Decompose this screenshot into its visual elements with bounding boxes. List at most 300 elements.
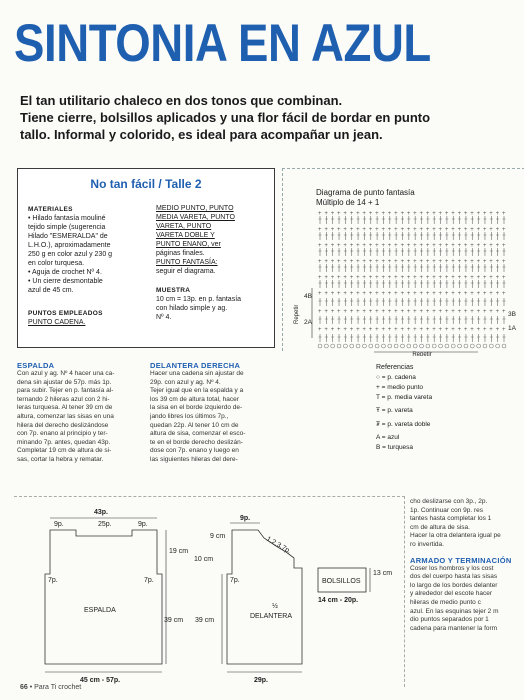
medio-punto-symbol-icon: + — [375, 243, 379, 249]
delantera-armhole-height: 10 cm — [194, 556, 214, 563]
medio-punto-symbol-icon: + — [356, 309, 360, 315]
medio-punto-symbol-icon: + — [406, 309, 411, 315]
medio-punto-symbol-icon: + — [324, 309, 328, 315]
medio-punto-symbol-icon: + — [495, 259, 500, 265]
medio-punto-symbol-icon: + — [476, 227, 481, 233]
medio-punto-symbol-icon: + — [425, 227, 430, 233]
stitches-list — [156, 204, 268, 276]
medio-punto-symbol-icon: + — [318, 243, 322, 249]
medio-punto-symbol-icon: + — [381, 327, 385, 333]
medio-punto-symbol-icon: + — [330, 275, 335, 281]
medio-punto-symbol-icon: + — [413, 327, 417, 333]
diagram-subtitle-line: Múltiplo de 14 + 1 — [316, 198, 380, 207]
cadena-symbol-icon — [388, 344, 392, 348]
medio-punto-symbol-icon: + — [495, 227, 500, 233]
delantera-heading: DELANTERA DERECHA — [150, 361, 241, 370]
medio-punto-symbol-icon: + — [419, 309, 424, 315]
medio-punto-symbol-icon: + — [495, 327, 500, 333]
medio-punto-symbol-icon: + — [457, 243, 462, 249]
medio-punto-symbol-icon: + — [476, 291, 481, 297]
medio-punto-symbol-icon: + — [495, 309, 500, 315]
continuation-line: ro invertida. — [410, 540, 444, 548]
espalda-line: leras turquesa. Al tener 39 cm de — [17, 404, 113, 412]
medio-punto-symbol-icon: + — [463, 211, 468, 217]
intro-paragraph — [20, 92, 515, 143]
medio-punto-symbol-icon: + — [400, 211, 404, 217]
cadena-symbol-icon — [369, 344, 373, 348]
medio-punto-symbol-icon: + — [470, 259, 474, 265]
medio-punto-symbol-icon: + — [463, 275, 468, 281]
medio-punto-symbol-icon: + — [362, 275, 366, 281]
medio-punto-symbol-icon: + — [444, 243, 449, 249]
medio-punto-symbol-icon: + — [387, 243, 392, 249]
medio-punto-symbol-icon: + — [381, 259, 385, 265]
espalda-armhole-height: 19 cm — [169, 548, 189, 555]
medio-punto-symbol-icon: + — [502, 291, 506, 297]
medio-punto-symbol-icon: + — [451, 259, 455, 265]
espalda-piece — [45, 530, 162, 664]
materials-column — [28, 205, 138, 327]
cadena-symbol-icon — [483, 344, 487, 348]
continuation-line: tantes hasta completar los 1 — [410, 515, 492, 523]
medio-punto-symbol-icon: + — [381, 309, 385, 315]
materials-line: L.H.O.), aproximadamente — [28, 242, 111, 249]
medio-punto-symbol-icon: + — [457, 211, 462, 217]
medio-punto-symbol-icon: + — [406, 227, 411, 233]
medio-punto-symbol-icon: + — [356, 227, 360, 233]
cadena-symbol-icon — [375, 344, 379, 348]
espalda-line: Con azul y ag. Nº 4 hacer una ca- — [17, 370, 115, 377]
medio-punto-symbol-icon: + — [444, 309, 449, 315]
medio-punto-symbol-icon: + — [457, 227, 462, 233]
medio-punto-symbol-icon: + — [400, 291, 404, 297]
row-label-1a: 1A — [508, 325, 516, 332]
medio-punto-symbol-icon: + — [438, 327, 443, 333]
medio-punto-symbol-icon: + — [419, 227, 424, 233]
vareta-symbol-icon: Ŧ — [376, 407, 380, 414]
cadena-symbol-icon — [350, 344, 354, 348]
medio-punto-symbol-icon: + — [394, 211, 398, 217]
medio-punto-symbol-icon: + — [362, 243, 366, 249]
medio-punto-symbol-icon: + — [368, 291, 373, 297]
medio-punto-symbol-icon: + — [362, 227, 366, 233]
medio-punto-symbol-icon: + — [482, 243, 487, 249]
armado-line: cadena para mantener la form — [410, 624, 498, 632]
medio-punto-symbol-icon: + — [432, 291, 436, 297]
delantera-body-height: 39 cm — [195, 617, 215, 624]
medio-punto-symbol-icon: + — [362, 327, 366, 333]
medio-punto-symbol-icon: + — [432, 227, 436, 233]
medio-punto-symbol-icon: + — [413, 211, 417, 217]
medio-punto-symbol-icon: + — [457, 291, 462, 297]
medio-punto-symbol-icon: + — [425, 243, 430, 249]
medio-punto-symbol-icon: + — [489, 227, 493, 233]
medio-punto-symbol-icon: + — [502, 227, 506, 233]
medio-punto-symbol-icon: + — [406, 211, 411, 217]
medio-punto-symbol-icon: + — [502, 275, 506, 281]
delantera-fraction: ½ — [272, 603, 278, 610]
vareta-doble-symbol-icon: ₮ — [376, 421, 380, 428]
espalda-line: ternando 2 hileras azul con 2 hi- — [17, 395, 110, 403]
continuation-line: Hacer la otra delantera igual pe — [410, 532, 501, 540]
muestra-line: Nº 4. — [156, 314, 172, 321]
medio-punto-symbol-icon: + — [375, 211, 379, 217]
armado-text — [410, 565, 524, 634]
armado-line: y alrededor del escote hacer — [410, 590, 493, 598]
medio-punto-symbol-icon: + — [324, 227, 328, 233]
stitch-line: PUNTO ENANO, ver — [156, 241, 221, 248]
bolsillo-piece — [318, 568, 392, 604]
medio-punto-symbol-icon: + — [375, 275, 379, 281]
espalda-line: para subir. Tejer en p. fantasía al- — [17, 387, 114, 395]
row-label-2a: 2A — [304, 319, 312, 326]
medio-punto-symbol-icon: + — [482, 211, 487, 217]
cadena-symbol-icon — [502, 344, 506, 348]
espalda-name: ESPALDA — [84, 607, 116, 614]
medio-punto-symbol-icon: + — [324, 243, 328, 249]
medio-punto-symbol-icon: + — [438, 211, 443, 217]
espalda-line: Completar 19 cm de altura de si- — [17, 447, 112, 455]
materials-line: tejido simple (sugerencia — [28, 224, 106, 231]
medio-punto-symbol-icon: + — [381, 243, 385, 249]
references-legend — [376, 363, 432, 453]
muestra-heading: MUESTRA — [156, 287, 191, 294]
delantera-line: te en el borde derecho deslizán- — [150, 438, 243, 446]
medio-punto-symbol-icon: + — [337, 211, 341, 217]
medio-punto-symbol-icon: + — [400, 259, 404, 265]
medio-punto-symbol-icon: + — [444, 211, 449, 217]
medio-punto-symbol-icon: + — [425, 327, 430, 333]
medio-punto-symbol-icon: + — [463, 227, 468, 233]
espalda-left-shoulder: 9p. — [54, 521, 64, 528]
medio-punto-symbol-icon: + — [502, 327, 506, 333]
medio-punto-symbol-icon: + — [425, 275, 430, 281]
medio-punto-symbol-icon: + — [330, 227, 335, 233]
medio-punto-symbol-icon: + — [349, 291, 354, 297]
medio-punto-symbol-icon: + — [438, 275, 443, 281]
medio-punto-symbol-icon: + — [337, 227, 341, 233]
medio-punto-symbol-icon: + — [356, 327, 360, 333]
espalda-line: hilera del derecho deslizándose — [17, 421, 109, 429]
medio-punto-symbol-icon: + — [438, 259, 443, 265]
medio-punto-symbol-icon: + — [343, 259, 347, 265]
delantera-section — [150, 361, 274, 465]
medio-punto-symbol-icon: + — [444, 227, 449, 233]
medio-punto-symbol-icon: + — [470, 227, 474, 233]
medio-punto-symbol-icon: + — [413, 259, 417, 265]
medio-punto-symbol-icon: + — [457, 309, 462, 315]
stitches-column — [156, 204, 268, 322]
medio-punto-symbol-icon: + — [463, 309, 468, 315]
page-number: 66 — [20, 684, 28, 691]
medio-punto-symbol-icon: + — [343, 291, 347, 297]
medio-punto-symbol-icon: + — [318, 309, 322, 315]
delantera-line: los 39 cm de altura total, hacer — [150, 395, 239, 403]
stitch-line: MEDIO PUNTO, PUNTO — [156, 205, 234, 212]
medio-punto-symbol-icon: + — [406, 291, 411, 297]
medio-punto-symbol-icon: + — [362, 291, 366, 297]
delantera-line: altura de sisa, comenzar el esco- — [150, 430, 246, 438]
espalda-section — [17, 361, 139, 465]
medio-punto-symbol-icon: + — [425, 291, 430, 297]
medio-punto-symbol-icon: + — [376, 384, 380, 391]
medio-punto-symbol-icon: + — [394, 327, 398, 333]
medio-punto-symbol-icon: + — [495, 211, 500, 217]
medio-punto-symbol-icon: + — [489, 275, 493, 281]
medio-punto-symbol-icon: + — [419, 259, 424, 265]
delantera-line: dose con 7p. enano y luego en — [150, 447, 239, 455]
diagram-title-line: Diagrama de punto fantasía — [316, 188, 415, 197]
delantera-neck-height: 9 cm — [210, 533, 226, 540]
puntos-line: PUNTO CADENA. — [28, 319, 86, 326]
medio-punto-symbol-icon: + — [387, 227, 392, 233]
medio-punto-symbol-icon: + — [400, 227, 404, 233]
espalda-top-width: 43p. — [94, 509, 109, 516]
medio-punto-symbol-icon: + — [444, 259, 449, 265]
materials-line: azul de 45 cm. — [28, 287, 74, 294]
medio-punto-symbol-icon: + — [425, 259, 430, 265]
medio-punto-symbol-icon: + — [318, 227, 322, 233]
intro-line: Tiene cierre, bolsillos aplicados y una flor fácil de bordar en punto — [20, 110, 431, 125]
references-heading: Referencias — [376, 364, 414, 371]
medio-punto-symbol-icon: + — [362, 211, 366, 217]
medio-punto-symbol-icon: + — [349, 211, 354, 217]
medio-punto-symbol-icon: + — [387, 211, 392, 217]
medio-punto-symbol-icon: + — [343, 227, 347, 233]
medio-punto-symbol-icon: + — [400, 243, 404, 249]
cadena-symbol-icon — [470, 344, 474, 348]
medio-punto-symbol-icon: + — [349, 275, 354, 281]
cadena-symbol-icon — [394, 344, 398, 348]
medio-punto-symbol-icon: + — [457, 275, 462, 281]
medio-punto-symbol-icon: + — [406, 275, 411, 281]
medio-punto-symbol-icon: + — [495, 243, 500, 249]
diagram-title — [316, 188, 415, 208]
row-label-3b: 3B — [508, 311, 516, 318]
medio-punto-symbol-icon: + — [318, 259, 322, 265]
delantera-line: Hacer una cadena sin ajustar de — [150, 370, 244, 377]
medio-punto-symbol-icon: + — [330, 327, 335, 333]
medio-punto-symbol-icon: + — [432, 211, 436, 217]
medio-punto-symbol-icon: + — [343, 309, 347, 315]
cadena-symbol-icon — [356, 344, 360, 348]
continuation-line: cho deslizarse con 3p., 2p. — [410, 498, 488, 505]
ref-vareta: Ŧ = p. vareta — [376, 407, 413, 414]
medio-punto-symbol-icon: + — [356, 275, 360, 281]
espalda-line: sas, cortar la hebra y rematar. — [17, 455, 104, 463]
difficulty-label: No tan fácil / Talle 2 — [90, 177, 202, 191]
medio-punto-symbol-icon: + — [356, 211, 360, 217]
repeat-left-label: Repetir — [294, 304, 300, 324]
medio-punto-symbol-icon: + — [406, 243, 411, 249]
medio-punto-symbol-icon: + — [482, 259, 487, 265]
cadena-symbol-icon — [407, 344, 411, 348]
medio-punto-symbol-icon: + — [368, 243, 373, 249]
medio-punto-symbol-icon: + — [502, 309, 506, 315]
medio-punto-symbol-icon: + — [368, 259, 373, 265]
medio-punto-symbol-icon: + — [394, 275, 398, 281]
medio-punto-symbol-icon: + — [368, 275, 373, 281]
medio-punto-symbol-icon: + — [343, 243, 347, 249]
medio-punto-symbol-icon: + — [394, 291, 398, 297]
cadena-symbol-icon — [324, 344, 328, 348]
espalda-text — [17, 370, 139, 465]
cadena-symbol-icon — [477, 344, 481, 348]
medio-punto-symbol-icon: + — [375, 327, 379, 333]
medio-punto-symbol-icon: + — [330, 211, 335, 217]
cadena-symbol-icon — [489, 344, 493, 348]
medio-punto-symbol-icon: + — [451, 227, 455, 233]
medio-punto-symbol-icon: + — [349, 227, 354, 233]
medio-punto-symbol-icon: + — [387, 259, 392, 265]
medio-punto-symbol-icon: + — [482, 309, 487, 315]
medio-punto-symbol-icon: + — [476, 309, 481, 315]
medio-punto-symbol-icon: + — [324, 291, 328, 297]
espalda-line: altura, comenzar las sisas en una — [17, 412, 114, 420]
medio-punto-symbol-icon: + — [330, 259, 335, 265]
espalda-neck: 25p. — [98, 521, 112, 528]
medio-punto-symbol-icon: + — [489, 259, 493, 265]
row-label-4b: 4B — [304, 293, 312, 300]
medio-punto-symbol-icon: + — [502, 211, 506, 217]
materials-line: en color turquesa. — [28, 260, 85, 267]
medio-punto-symbol-icon: + — [400, 275, 404, 281]
medio-punto-symbol-icon: + — [425, 309, 430, 315]
medio-punto-symbol-icon: + — [413, 309, 417, 315]
stitch-line: seguir el diagrama. — [156, 268, 216, 275]
medio-punto-symbol-icon: + — [470, 309, 474, 315]
medio-punto-symbol-icon: + — [419, 211, 424, 217]
espalda-heading: ESPALDA — [17, 361, 55, 370]
stitch-line: PUNTO FANTASÍA: — [156, 259, 218, 266]
medio-punto-symbol-icon: + — [324, 211, 328, 217]
medio-punto-symbol-icon: + — [330, 291, 335, 297]
materials-list — [28, 214, 138, 295]
medio-punto-symbol-icon: + — [451, 291, 455, 297]
medio-punto-symbol-icon: + — [330, 243, 335, 249]
medio-punto-symbol-icon: + — [356, 243, 360, 249]
cadena-symbol-icon — [331, 344, 335, 348]
cadena-symbol-icon — [362, 344, 366, 348]
medio-punto-symbol-icon: + — [413, 291, 417, 297]
medio-punto-symbol-icon: + — [495, 275, 500, 281]
cadena-symbol-icon — [426, 344, 430, 348]
medio-punto-symbol-icon: + — [463, 327, 468, 333]
espalda-line: dena sin ajustar de 57p. más 1p. — [17, 378, 112, 386]
medio-punto-symbol-icon: + — [324, 275, 328, 281]
delantera-top: 9p. — [240, 515, 251, 522]
medio-punto-symbol-icon: + — [381, 211, 385, 217]
medio-punto-symbol-icon: + — [451, 327, 455, 333]
ref-azul: A = azul — [376, 434, 400, 441]
medio-punto-symbol-icon: + — [413, 243, 417, 249]
medio-punto-symbol-icon: + — [400, 327, 404, 333]
medio-punto-symbol-icon: + — [349, 327, 354, 333]
medio-punto-symbol-icon: + — [419, 275, 424, 281]
armado-line: lo largo de los bordes delanter — [410, 581, 498, 589]
medio-punto-symbol-icon: + — [318, 327, 322, 333]
medio-punto-symbol-icon: + — [432, 309, 436, 315]
materials-line: Hilado "ESMERALDA" de — [28, 233, 108, 240]
medio-punto-symbol-icon: + — [489, 291, 493, 297]
delantera-line: jando libres los últimos 7p., — [150, 412, 229, 420]
medio-punto-symbol-icon: + — [381, 227, 385, 233]
intro-line: El tan utilitario chaleco en dos tonos que combinan. — [20, 93, 343, 108]
medio-punto-symbol-icon: + — [375, 291, 379, 297]
ref-medio-punto: + = medio punto — [376, 384, 423, 391]
delantera-sisa: 7p. — [230, 577, 240, 584]
medio-punto-symbol-icon: + — [425, 211, 430, 217]
medio-punto-symbol-icon: + — [463, 291, 468, 297]
materials-line: • Un cierre desmontable — [28, 278, 103, 285]
cadena-symbol-icon — [445, 344, 449, 348]
medio-punto-symbol-icon: + — [368, 327, 373, 333]
medio-punto-symbol-icon: + — [489, 309, 493, 315]
ref-media-vareta: T = p. media vareta — [376, 394, 433, 401]
materials-line: • Aguja de crochet Nº 4. — [28, 269, 102, 276]
armado-line: dos del cuerpo hasta las sisas — [410, 573, 498, 581]
medio-punto-symbol-icon: + — [476, 275, 481, 281]
cadena-symbol-icon: ○ — [376, 374, 380, 381]
medio-punto-symbol-icon: + — [419, 291, 424, 297]
armado-heading: ARMADO Y TERMINACIÓN — [410, 555, 512, 565]
medio-punto-symbol-icon: + — [406, 259, 411, 265]
medio-punto-symbol-icon: + — [470, 291, 474, 297]
medio-punto-symbol-icon: + — [463, 243, 468, 249]
espalda-sisa-left: 7p. — [48, 577, 58, 584]
medio-punto-symbol-icon: + — [337, 291, 341, 297]
delantera-text — [150, 370, 274, 465]
muestra-line: con hilado simple y ag. — [156, 305, 228, 312]
stitch-chart — [282, 206, 524, 356]
delantera-line: 29p. con azul y ag. Nº 4. — [150, 378, 221, 386]
medio-punto-symbol-icon: + — [419, 327, 424, 333]
medio-punto-symbol-icon: + — [318, 211, 322, 217]
continuation-text — [410, 498, 524, 550]
medio-punto-symbol-icon: + — [482, 275, 487, 281]
stitch-line: páginas finales. — [156, 250, 205, 257]
medio-punto-symbol-icon: + — [349, 243, 354, 249]
espalda-line: con 7p. enano al principio y ter- — [17, 430, 108, 438]
medio-punto-symbol-icon: + — [368, 211, 373, 217]
medio-punto-symbol-icon: + — [444, 291, 449, 297]
armado-line: hileras de medio punto c — [410, 598, 481, 606]
delantera-line: quedan 22p. Al tener 10 cm de — [150, 421, 239, 429]
medio-punto-symbol-icon: + — [476, 211, 481, 217]
cadena-symbol-icon — [458, 344, 462, 348]
medio-punto-symbol-icon: + — [451, 275, 455, 281]
delantera-line: Tejer igual que en la espalda y a — [150, 387, 244, 395]
medio-punto-symbol-icon: + — [394, 309, 398, 315]
medio-punto-symbol-icon: + — [324, 259, 328, 265]
medio-punto-symbol-icon: + — [470, 275, 474, 281]
medio-punto-symbol-icon: + — [337, 327, 341, 333]
medio-punto-symbol-icon: + — [413, 275, 417, 281]
medio-punto-symbol-icon: + — [451, 211, 455, 217]
medio-punto-symbol-icon: + — [394, 227, 398, 233]
cadena-symbol-icon — [400, 344, 404, 348]
medio-punto-symbol-icon: + — [381, 291, 385, 297]
delantera-bottom: 29p. — [254, 677, 269, 684]
medio-punto-symbol-icon: + — [489, 327, 493, 333]
espalda-line: minando 7p. antes, quedan 43p. — [17, 438, 111, 446]
medio-punto-symbol-icon: + — [451, 309, 455, 315]
medio-punto-symbol-icon: + — [502, 243, 506, 249]
medio-punto-symbol-icon: + — [387, 275, 392, 281]
bolsillo-bottom: 14 cm - 20p. — [318, 597, 359, 604]
stitch-line: MEDIA VARETA, PUNTO — [156, 214, 235, 221]
cadena-symbol-icon — [496, 344, 500, 348]
